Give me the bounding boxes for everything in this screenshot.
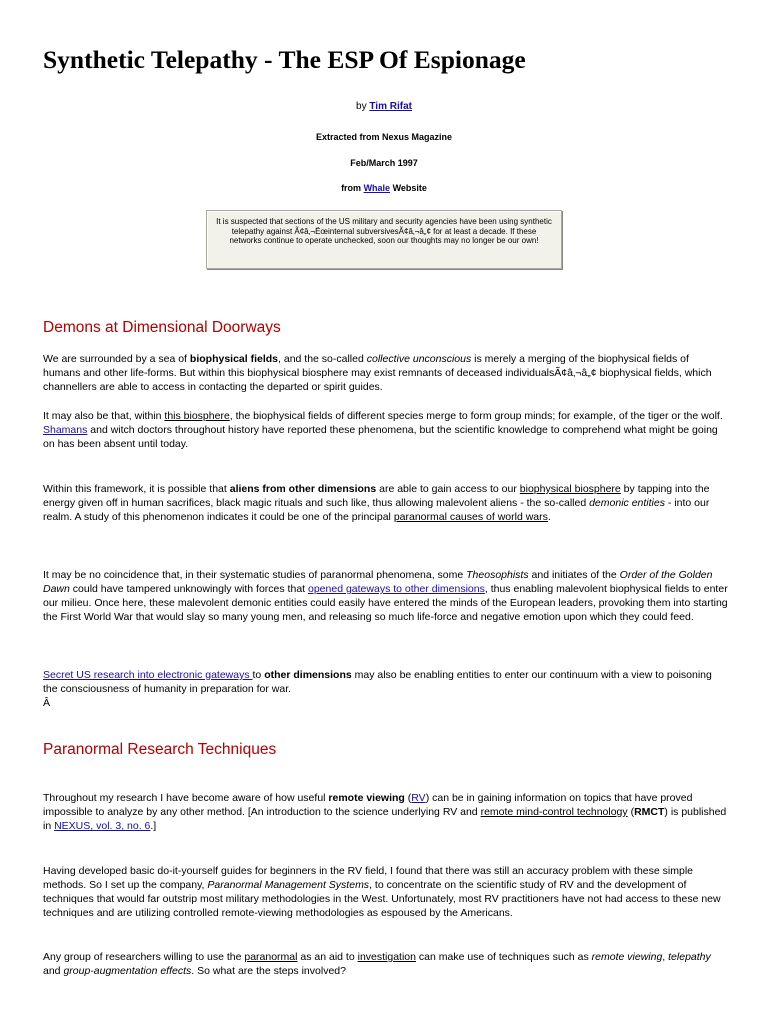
- bold-term: remote viewing: [328, 792, 405, 804]
- author-link[interactable]: Tim Rifat: [369, 101, 412, 112]
- paragraph-secret-research: Secret US research into electronic gateways to other dimensions may also be enabling entities to enter our continuum with a view to poisoning the consciousness of humanity in preparation for war. Â: [43, 669, 712, 709]
- bold-term: RMCT: [634, 806, 665, 818]
- section-heading-paranormal-research: Paranormal Research Techniques: [43, 741, 277, 758]
- from-line: [0, 182, 768, 194]
- bold-term: aliens from other dimensions: [229, 483, 377, 495]
- link-secret-us-research[interactable]: Secret US research into electronic gateways: [43, 669, 253, 681]
- link-remote-mind-control[interactable]: remote mind-control technology: [480, 806, 628, 818]
- section-heading-demons: Demons at Dimensional Doorways: [43, 319, 281, 336]
- link-rv[interactable]: RV: [411, 792, 426, 804]
- italic-term: demonic entities: [589, 497, 665, 509]
- paragraph-researchers: Any group of researchers willing to use the paranormal as an aid to investigation can make use of techniques such as remote viewing, telepathy and group-augmentation effects. So what are the steps involved?: [43, 951, 711, 977]
- bold-term: biophysical fields: [189, 353, 279, 365]
- italic-term: telepathy: [668, 951, 711, 963]
- paragraph-remote-viewing: Throughout my research I have become aware of how useful remote viewing (RV) can be in gaining information on topics that have proved impossible to analyze by any other method. [An introduction to the science underlying RV and remote mind-control technology (RMCT) is published in NEXUS, vol. 3, no. 6.]: [43, 792, 727, 832]
- italic-term: Order of the Golden Dawn: [43, 569, 713, 595]
- link-shamans[interactable]: Shamans: [43, 424, 88, 436]
- link-biophysical-biosphere[interactable]: biophysical biosphere: [519, 483, 621, 495]
- whale-link[interactable]: Whale: [363, 183, 391, 193]
- italic-term: group-augmentation effects: [63, 965, 192, 977]
- source-line: Extracted from Nexus Magazine: [315, 132, 453, 142]
- link-this-biosphere[interactable]: this biosphere: [164, 410, 230, 422]
- from-prefix: from: [341, 183, 364, 193]
- bold-term: other dimensions: [264, 669, 352, 681]
- byline-prefix: by: [356, 101, 370, 112]
- from-suffix: Website: [390, 183, 427, 193]
- italic-term: Theosophists: [466, 569, 529, 581]
- page-title: Synthetic Telepathy - The ESP Of Espionage: [43, 45, 526, 74]
- link-paranormal-causes[interactable]: paranormal causes of world wars: [393, 511, 548, 523]
- italic-term: remote viewing: [591, 951, 663, 963]
- link-paranormal[interactable]: paranormal: [244, 951, 298, 963]
- paragraph-theosophists: It may be no coincidence that, in their systematic studies of paranormal phenomena, some Theosophists and initiates of the Order of the Golden Dawn could have tampered unknowingly with forces that opened gateways to other dimensions, thus enabling malevolent biophysical fields to enter our milieu. Once here, these malevolent demonic entities could easily have entered the minds of the European leaders, provoking them into starting the First World War that would slay so many young men, and releasing so much life-force and negative emotion upon which they could feed.: [43, 569, 728, 623]
- link-investigation[interactable]: investigation: [357, 951, 416, 963]
- link-nexus-vol3[interactable]: NEXUS, vol. 3, no. 6: [54, 820, 151, 832]
- paragraph-pms: Having developed basic do-it-yourself guides for beginners in the RV field, I found that there was still an accuracy problem with these simple methods. So I set up the company, Paranormal Management Systems, to concentrate on the scientific study of RV and the development of techniques that would far outstrip most military methodologies in the West. Unfortunately, most RV practitioners have not had access to these new techniques and are utilizing controlled remote-viewing methodologies as espoused by the Americans.: [43, 865, 721, 919]
- italic-term: Paranormal Management Systems: [207, 879, 370, 891]
- paragraph-aliens: Within this framework, it is possible that aliens from other dimensions are able to gain access to our biophysical biosphere by tapping into the energy given off in human sacrifices, black magic rituals and such like, thus allowing malevolent aliens - the so-called demonic entities - into our realm. A study of this phenomenon indicates it could be one of the principal paranormal causes of world wars.: [43, 483, 710, 523]
- date-line: Feb/March 1997: [350, 158, 418, 168]
- italic-term: collective unconscious: [366, 353, 472, 365]
- link-opened-gateways[interactable]: opened gateways to other dimensions: [308, 583, 485, 595]
- paragraph-biosphere: It may also be that, within this biosphere, the biophysical fields of different species merge to form group minds; for example, of the tiger or the wolf. Shamans and witch doctors throughout history have reported these phenomena, but the scientific knowledge to comprehend what might be going on has been absent until today.: [43, 410, 723, 450]
- byline: [0, 101, 768, 113]
- intro-quote-box: It is suspected that sections of the US military and security agencies have been using synthetic telepathy against Ã¢â‚¬Ëœinternal subversivesÃ¢â‚¬â„¢ for at least a decade. If these networks continue to operate unchecked, soon our thoughts may no longer be our own!: [206, 210, 562, 269]
- paragraph-biophysical-fields: We are surrounded by a sea of biophysical fields, and the so-called collective unconscious is merely a merging of the biophysical fields of humans and other life-forms. But within this biophysical biosphere may exist remnants of deceased individualsÃ¢â‚¬â„¢ biophysical fields, which channellers are able to access in contacting the departed or spirit guides.: [43, 353, 712, 393]
